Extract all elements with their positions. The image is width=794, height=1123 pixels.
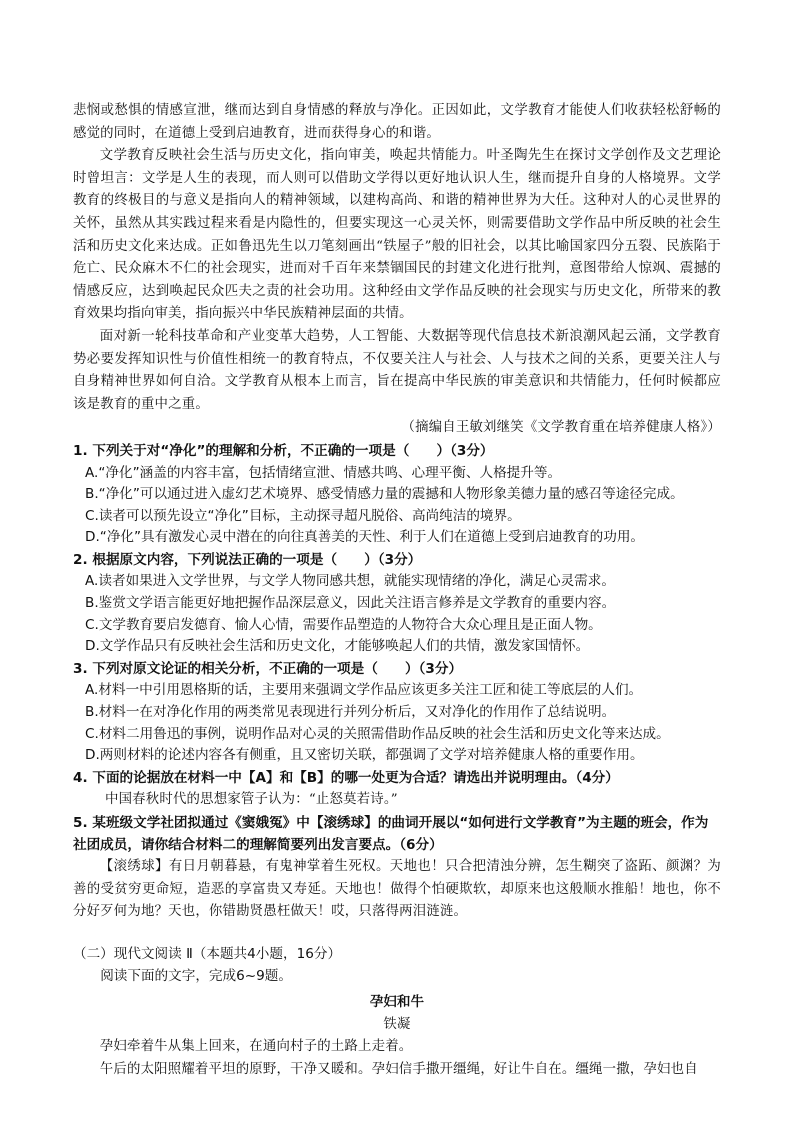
option-a: A.“净化”涵盖的内容丰富，包括情绪宣泄、情感共鸣、心理平衡、人格提升等。 [85,464,562,481]
option-d: D.两则材料的论述内容各有侧重，且又密切关联，都强调了文学对培养健康人格的重要作用。 [85,747,644,764]
option-b: B.鉴赏文学语言能更好地把握作品深层意义，因此关注语言修养是文学教育的重要内容。 [85,595,616,612]
story-paragraph: 孕妇牵着牛从集上回来，在通向村子的土路上走着。 [99,1039,413,1055]
option-d: D.文学作品只有反映社会生活和历史文化，才能够唤起人们的共情，激发家国情怀。 [85,638,590,655]
passage-material-two [73,100,721,440]
question-4 [73,768,721,812]
option-d: D.“净化”具有激发心灵中潜在的向往真善美的天性、利于人们在道德上受到启迪教育的功用。 [85,529,645,546]
option-b: B.“净化”可以通过进入虚幻艺术境界、感受情感力量的震撼和人物形象美德力量的感召等途径完成。 [85,486,684,503]
question-1 [73,441,721,549]
question-stem: 5. 某班级文学社团拟通过《窦娥冤》中【滚绣球】的曲词开展以“如何进行文学教育”为主题的班会，作为社团成员，请你结合材料二的理解简要列出发言要点。（6分） [73,815,709,853]
question-stem: 4. 下面的论据放在材料一中【A】和【B】的哪一处更为合适？请选出并说明理由。（4分） [73,769,619,786]
story-author: 铁凝 [383,1016,411,1032]
story-paragraph: 午后的太阳照耀着平坦的原野，干净又暖和。孕妇信手撒开缰绳，好让牛自在。缰绳一撒，孕妇也自 [99,1061,698,1077]
section-heading: （二）现代文阅读 Ⅱ（本题共4小题，16分） [73,945,342,962]
option-a: A.读者如果进入文学世界，与文学人物同感共想，就能实现情绪的净化，满足心灵需求。 [85,573,615,590]
question-3 [73,659,721,767]
option-a: A.材料一中引用恩格斯的话，主要用来强调文学作品应该更多关注工匠和徒工等底层的人们。 [85,682,643,699]
passage-paragraph: 悲悯或愁惧的情感宣泄，继而达到自身情感的释放与净化。正因如此，文学教育才能使人们收获轻松舒畅的感觉的同时，在道德上受到启迪教育，进而获得身心的和谐。 [73,103,721,141]
story-title: 孕妇和牛 [369,994,425,1011]
option-c: C.文学教育要启发德育、愉人心情，需要作品塑造的人物符合大众心理且是正面人物。 [85,616,602,633]
passage-paragraph: 文学教育反映社会生活与历史文化，指向审美，唤起共情能力。叶圣陶先生在探讨文学创作及文艺理论时曾坦言：文学是人生的表现，而人则可以借助文学得以更好地认识人生，继而提升自身的人格境界。文学教育的终极目的与意义是指向人的精神领域，以建构高尚、和谐的精神世界为大任。这种对人的心灵世界的关怀，虽然从其实践过程来看是内隐性的，但要实现这一心灵关怀，则需要借助文学作品中所反映的社会生活和历史文化来达成。正如鲁迅先生以刀笔刻画出“铁屋子”般的旧社会，以其比喻国家四分五裂、民族陷于危亡、民众麻木不仁的社会现实，进而对千百年来禁锢国民的封建文化进行批判，意图带给人惊飒、震撼的情感反应，达到唤起民众匹夫之责的社会功用。这种经由文学作品反映的社会现实与历史文化，所带来的教育效果均指向审美，指向振兴中华民族精神层面的共情。 [73,148,721,322]
passage-paragraph: 面对新一轮科技革命和产业变革大趋势，人工智能、大数据等现代信息技术新浪潮风起云涌，文学教育势必要发挥知识性与价值性相统一的教育特点，不仅要关注人与社会、人与技术之间的关系，更要关注人与自身精神世界如何自洽。文学教育从根本上而言，旨在提高中华民族的审美意识和共情能力，任何时候都应该是教育的重中之重。 [73,328,721,412]
section-modern-reading-2 [73,944,721,1082]
question-quote: 【滚绣球】有日月朝暮悬，有鬼神掌着生死权。天地也！只合把清浊分辨，怎生糊突了盗跖、颜渊？为善的受贫穷更命短，造恶的享富贵又寿延。天地也！做得个怕硬欺软，却原来也这般顺水推船！地也，你不分好歹何为地？天也，你错勘贤愚枉做天！哎，只落得两泪涟涟。 [73,859,721,920]
option-b: B.材料一在对净化作用的两类常见表现进行并列分析后，又对净化的作用作了总结说明。 [85,704,616,721]
question-5 [73,813,721,924]
section-instruction: 阅读下面的文字，完成6~9题。 [100,967,292,984]
question-list [73,441,721,924]
passage-source: （摘编自王敏刘继笑《文学教育重在培养健康人格》） [401,420,721,436]
question-stem: 3. 下列对原文论证的相关分析，不正确的一项是（ ）（3分） [73,660,463,677]
question-stem: 2. 根据原文内容，下列说法正确的一项是（ ）（3分） [73,551,422,568]
exam-page [73,100,721,1082]
option-c: C.材料二用鲁迅的事例，说明作品对心灵的关照需借助作品反映的社会生活和历史文化等来达成。 [85,725,670,742]
question-quote: 中国春秋时代的思想家管子认为：“止怒莫若诗。” [105,792,398,808]
question-stem: 1. 下列关于对“净化”的理解和分析，不正确的一项是（ ）（3分） [73,442,494,459]
question-2 [73,550,721,658]
option-c: C.读者可以预先设立“净化”目标，主动探寻超凡脱俗、高尚纯洁的境界。 [85,507,521,524]
